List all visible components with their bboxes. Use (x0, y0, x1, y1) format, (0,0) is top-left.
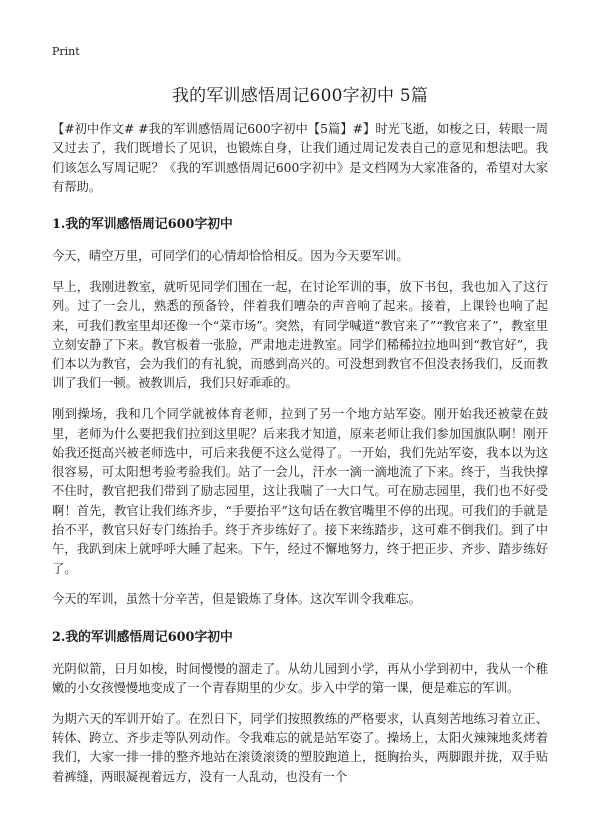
article-body (52, 120, 548, 799)
page-title: 我的军训感悟周记600字初中 5篇 (171, 86, 429, 106)
print-link[interactable]: Print (52, 45, 80, 58)
paragraph: 早上，我刚进教室，就听见同学们围在一起，在讨论军训的事，放下书包，我也加入了这行列。过了一会儿，熟悉的预备铃，伴着我们嘈杂的声音响了起来。接着，上课铃也响了起来，可我们教室里却还像一个“菜市场”。突然，有同学喊道“教官来了”“教官来了”，教室里立刻安静了下来。教官板着一张脸，严肃地走进教室。同学们稀稀拉拉地叫到“教官好”，我们本以为教官，会为我们的有礼貌，而感到高兴的。可没想到教官不但没表扬我们，反而教训了我们一顿。被教训后，我们只好乖乖的。 (52, 279, 548, 391)
intro-paragraph: 【#初中作文# #我的军训感悟周记600字初中【5篇】#】时光飞逝，如梭之日，转眼一周又过去了，我们既增长了见识，也锻炼自身，让我们通过周记发表自己的意见和想法吧。我们该怎么写周记呢？《我的军训感悟周记600字初中》是文档网为大家准备的，希望对大家有帮助。 (52, 122, 548, 194)
paragraph: 今天，晴空万里，可同学们的心情却恰恰相反。因为今天要军训。 (52, 249, 409, 264)
paragraph: 今天的军训，虽然十分辛苦，但是锻炼了身体。这次军训令我难忘。 (52, 592, 421, 607)
paragraph: 光阴似箭，日月如梭，时间慢慢的溜走了。从幼儿园到小学，再从小学到初中，我从一个稚嫩的小女孩慢慢地变成了一个青春期里的少女。步入中学的第一课，便是难忘的军训。 (52, 661, 548, 696)
section-heading-2: 2.我的军训感悟周记600字初中 (52, 629, 233, 645)
paragraph: 为期六天的军训开始了。在烈日下，同学们按照教练的严格要求，认真刻苦地练习着立正、转体、跨立、齐步走等队列动作。令我难忘的就是站军姿了。操场上，太阳火辣辣地炙烤着我们，大家一排一排的整齐地站在滚烫滚烫的塑胶跑道上，挺胸抬头，两脚跟并拢，双手贴着裤缝，两眼凝视着远方，没有一人乱动，也没有一个 (52, 711, 548, 784)
paragraph: 刚到操场，我和几个同学就被体育老师，拉到了另一个地方站军姿。刚开始我还被蒙在鼓里，老师为什么要把我们拉到这里呢？后来我才知道，原来老师让我们参加国旗队啊！刚开始我还挺高兴被老师选中，可后来我便不这么觉得了。一开始，我们先站军姿，我本以为这很容易，可太阳想考验考验我们。站了一会儿，汗水一滴一滴地流了下来。终于，当我快撑不住时，教官把我们带到了励志园里，这让我喘了一大口气。可在励志园里，我们也不好受啊！首先，教官让我们练齐步，“手要抬平”这句话在教官嘴里不停的出现。可我们的手就是抬不平，教官只好专门练抬手。终于齐步练好了。接下来练踏步，这可难不倒我们。到了中午，我趴到床上就呼呼大睡了起来。下午，经过不懈地努力，终于把正步、齐步、踏步练好了。 (52, 407, 548, 576)
section-heading-1: 1.我的军训感悟周记600字初中 (52, 217, 233, 233)
